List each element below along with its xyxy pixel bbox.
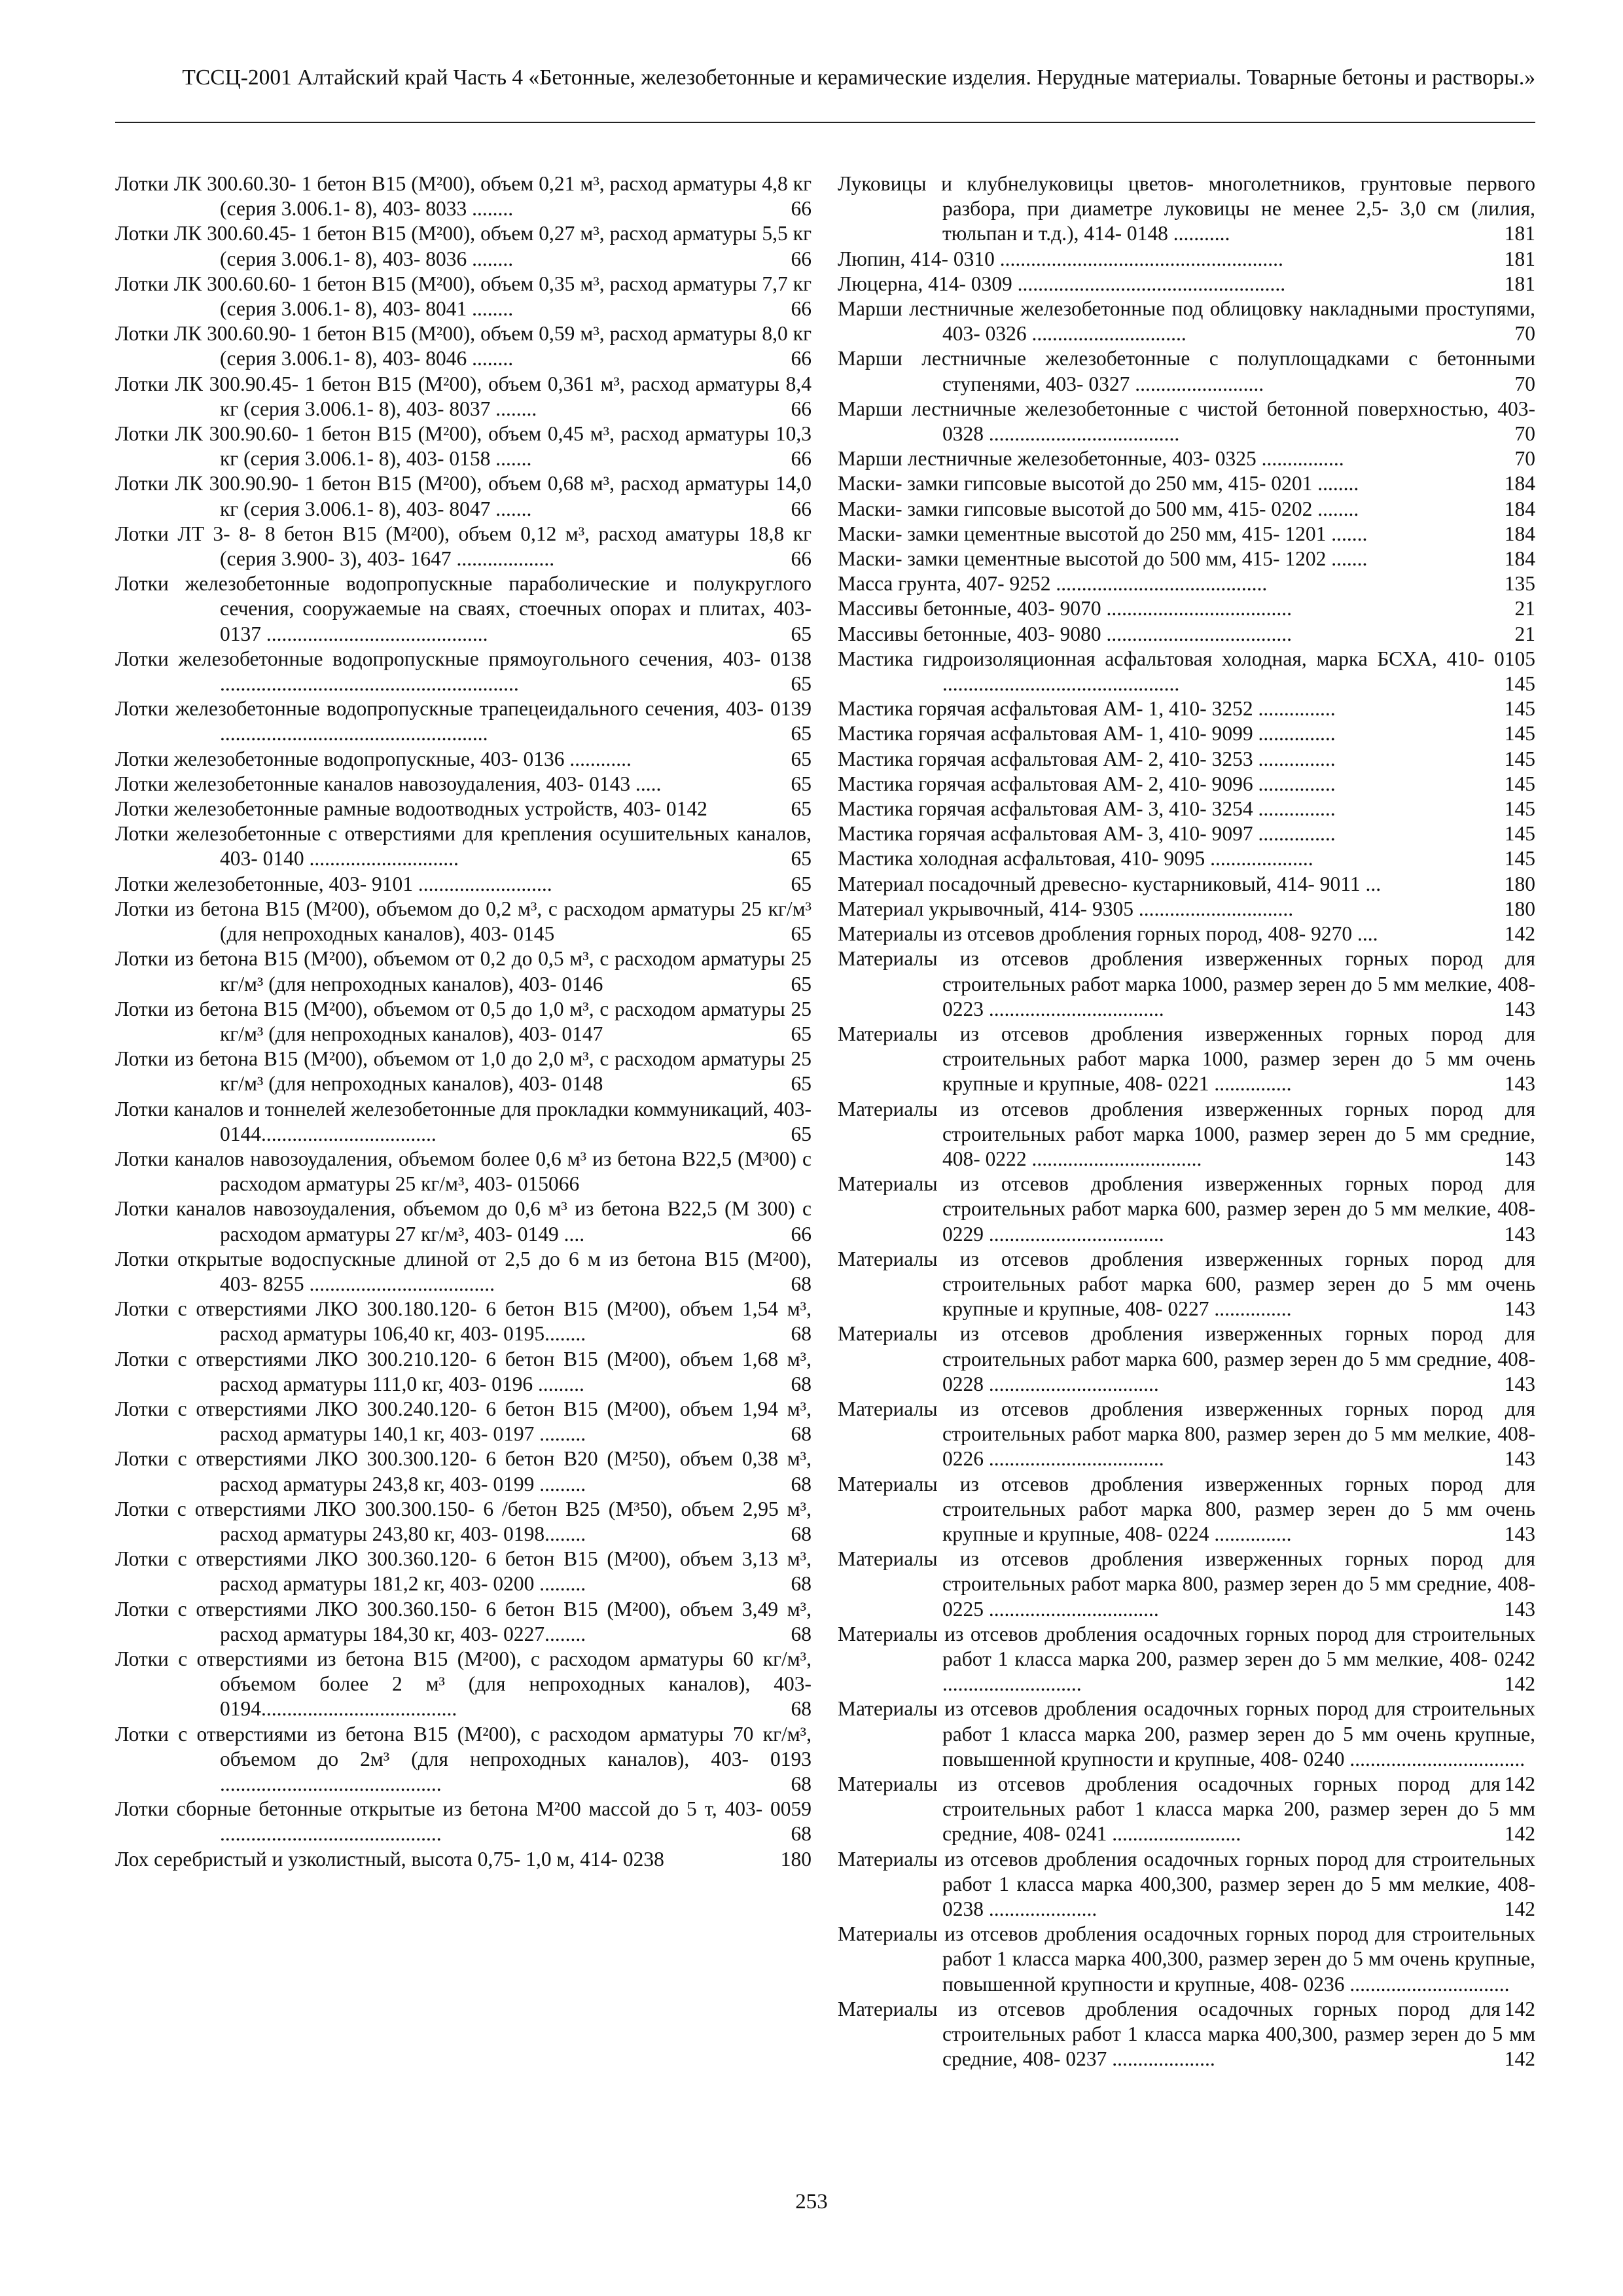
index-entry-text: Массивы бетонные, 403- 9070 .................................... [838,597,1293,620]
index-entry-text: Маски- замки цементные высотой до 250 мм, 415- 1201 ....... [838,522,1368,545]
index-entry [115,221,812,271]
index-entry [115,1097,812,1147]
index-entry [115,647,812,696]
index-entry [838,747,1535,772]
index-entry [838,797,1535,821]
index-entry-page: 21 [1511,596,1536,621]
index-entry-page: 65 [787,772,812,797]
index-entry-page: 70 [1511,372,1536,397]
index-entry [838,1397,1535,1472]
index-entry [838,647,1535,696]
index-entry-page: 65 [787,622,812,647]
index-entry-text: Лотки железобетонные каналов навозоудаления, 403- 0143 ..... [115,772,662,795]
index-entry-text: Лотки железобетонные водопропускные параболические и полукруглого сечения, сооружаемые на сваях, стоечных опорах и плитах, 403- 0137 ........................................... [115,572,812,645]
index-entry-page: 66 [787,497,812,522]
index-entry [115,372,812,422]
index-entry-text: Люцерна, 414- 0309 .................................................... [838,272,1286,295]
index-entry-page: 65 [787,721,812,746]
index-entry-page: 66 [787,397,812,422]
index-entry-text: Материалы из отсевов дробления горных пород, 408- 9270 .... [838,922,1378,946]
index-entry-page: 66 [787,247,812,272]
index-entry-text: Лотки железобетонные с отверстиями для крепления осушительных каналов, 403- 0140 ............................. [115,822,812,870]
index-entry-text: Материалы из отсевов дробления осадочных горных пород для строительных работ 1 класса марка 200, размер зерен до 5 мм мелкие, 408- 0242 ........................... [838,1622,1535,1696]
index-entry-page: 65 [787,846,812,871]
index-entry-page: 145 [1501,821,1535,846]
index-entry-page: 143 [1501,997,1535,1022]
index-entry-page: 184 [1501,547,1535,571]
index-entry-text: Материалы из отсевов дробления изверженных горных пород для строительных работ марка 600, размер зерен до 5 мм средние, 408- 0228 ................................. [838,1322,1535,1395]
index-entry-page: 68 [787,1522,812,1547]
index-entry [838,547,1535,571]
index-entry [115,1247,812,1297]
index-entry [838,897,1535,922]
index-entry-text: Лотки с отверстиями ЛКО 300.360.120- 6 бетон В15 (М²00), объем 3,13 м³, расход арматуры 181,2 кг, 403- 0200 ......... [115,1547,812,1596]
index-entry-text: Маски- замки гипсовые высотой до 250 мм, 415- 0201 ........ [838,472,1359,495]
index-entry-page: 142 [1501,1821,1535,1846]
index-entry [838,497,1535,522]
index-entry-page: 184 [1501,471,1535,496]
index-entry-page: 184 [1501,497,1535,522]
index-entry-page: 65 [787,1022,812,1047]
index-entry-text: Масса грунта, 407- 9252 ......................................... [838,572,1268,596]
index-entry-page: 181 [1501,272,1535,296]
index-entry-text: Лотки ЛК 300.60.90- 1 бетон В15 (М²00), объем 0,59 м³, расход арматуры 8,0 кг (серия 3.006.1- 8), 403- 8046 ........ [115,322,812,370]
index-entry [838,1022,1535,1097]
index-entry [838,1922,1535,2020]
index-entry-page: 142 [1501,1897,1535,1922]
index-entry [115,1847,812,1872]
index-entry [115,1196,812,1246]
index-entry [115,1397,812,1446]
header-divider [115,122,1535,123]
index-entry-page: 68 [787,1422,812,1446]
index-entry-page: 65 [787,972,812,997]
index-entry-text: Мастика горячая асфальтовая АМ- 1, 410- 9099 ............... [838,722,1336,745]
index-entry-text: Материалы из отсевов дробления изверженных горных пород для строительных работ марка 800, размер зерен до 5 мм средние, 408- 0225 ................................. [838,1547,1535,1621]
index-entry-text: Лотки каналов навозоудаления, объемом более 0,6 м³ из бетона В22,5 (М³00) с расходом арматуры 25 кг/м³, 403- 015066 [115,1147,812,1196]
index-entry [838,1547,1535,1622]
index-entry [115,1297,812,1346]
index-entry-text: Материалы из отсевов дробления осадочных горных пород для строительных работ 1 класса марка 400,300, размер зерен до 5 мм мелкие, 408- 0238 ..................... [838,1847,1535,1921]
index-entry-page: 142 [1501,1997,1535,2022]
index-entry-text: Луковицы и клубнелуковицы цветов- многолетников, грунтовые первого разбора, при диаметре луковицы не менее 2,5- 3,0 см (лилия, тюльпан и т.д.), 414- 0148 ........... [838,172,1535,245]
index-entry-page: 145 [1501,672,1535,696]
index-entry-page: 135 [1501,571,1535,596]
index-entry-text: Марши лестничные железобетонные под облицовку накладными проступями, 403- 0326 .............................. [838,297,1535,346]
index-entry-text: Мастика горячая асфальтовая АМ- 1, 410- 3252 ............... [838,697,1336,721]
index-entry [838,1472,1535,1547]
index-entry-text: Мастика горячая асфальтовая АМ- 2, 410- 3253 ............... [838,747,1336,770]
index-entry [115,1147,812,1196]
index-entry [838,1696,1535,1795]
index-entry-page: 143 [1501,1372,1535,1397]
index-entry-page: 68 [787,1321,812,1346]
index-entry [838,622,1535,647]
index-entry [838,946,1535,1022]
index-entry-page: 145 [1501,846,1535,871]
index-entry [838,522,1535,547]
index-entry [838,571,1535,596]
index-entry [115,422,812,471]
index-entry-page: 68 [787,1272,812,1297]
index-entry-text: Лотки открытые водоспускные длиной от 2,5 до 6 м из бетона В15 (М²00), 403- 8255 .................................... [115,1247,812,1295]
index-entry [115,1597,812,1647]
index-entry [115,1797,812,1846]
index-entry-page: 65 [787,922,812,946]
index-entry [115,522,812,571]
index-entry-text: Материалы из отсевов дробления изверженных горных пород для строительных работ марка 600, размер зерен до 5 мм мелкие, 408- 0229 .................................. [838,1172,1535,1246]
index-entry-text: Материалы из отсевов дробления осадочных горных пород для строительных работ 1 класса марка 400,300, размер зерен до 5 мм средние, 408- 0237 .................... [838,1997,1535,2071]
index-entry-page: 68 [787,1696,812,1721]
index-entry-text: Марши лестничные железобетонные, 403- 0325 ................ [838,447,1344,471]
index-entry-page: 65 [787,797,812,821]
index-entry [115,1446,812,1496]
index-entry [838,1172,1535,1247]
index-entry-text: Лотки с отверстиями ЛКО 300.210.120- 6 бетон В15 (М²00), объем 1,68 м³, расход арматуры 111,0 кг, 403- 0196 ......... [115,1347,812,1395]
index-entry-text: Массивы бетонные, 403- 9080 .................................... [838,622,1293,645]
index-entry [115,171,812,221]
index-entry [838,772,1535,797]
index-entry-text: Лотки с отверстиями ЛКО 300.300.150- 6 /бетон В25 (М³50), объем 2,95 м³, расход арматуры 243,80 кг, 403- 0198........ [115,1497,812,1545]
index-entry [115,571,812,647]
index-entry [838,922,1535,946]
index-entry-text: Материал укрывочный, 414- 9305 .............................. [838,897,1294,920]
index-entry [838,821,1535,846]
index-entry-text: Материалы из отсевов дробления изверженных горных пород для строительных работ марка 1000, размер зерен до 5 мм мелкие, 408- 0223 .................................. [838,947,1535,1020]
index-entry-text: Лотки с отверстиями из бетона В15 (М²00), с расходом арматуры 70 кг/м³, объемом до 2м³ (для непроходных каналов), 403- 0193 ........................................... [115,1722,812,1795]
index-entry-text: Материалы из отсевов дробления изверженных горных пород для строительных работ марка 1000, размер зерен до 5 мм очень крупные и крупные, 408- 0221 ............... [838,1022,1535,1096]
index-entry-text: Материалы из отсевов дробления осадочных горных пород для строительных работ 1 класса марка 200, размер зерен до 5 мм очень крупные, повышенной крупности и крупные, 408- 0240 .................................. [838,1697,1535,1770]
index-entry [115,772,812,797]
index-entry-text: Материал посадочный древесно- кустарниковый, 414- 9011 ... [838,872,1382,895]
index-entry-text: Лотки ЛК 300.60.60- 1 бетон В15 (М²00), объем 0,35 м³, расход арматуры 7,7 кг (серия 3.006.1- 8), 403- 8041 ........ [115,272,812,321]
index-entry-text: Лотки ЛК 300.90.45- 1 бетон В15 (М²00), объем 0,361 м³, расход арматуры 8,4 кг (серия 3.006.1- 8), 403- 8037 ........ [115,372,812,420]
index-entry-text: Лотки железобетонные водопропускные трапецеидального сечения, 403- 0139 .................................................... [115,697,812,745]
index-entry [838,1247,1535,1322]
index-entry-page: 143 [1501,1297,1535,1321]
index-entry-text: Материалы из отсевов дробления осадочных горных пород для строительных работ 1 класса марка 400,300, размер зерен до 5 мм очень крупные, повышенной крупности и крупные, 408- 0236 ............................... [838,1922,1535,1996]
index-entry-page: 68 [787,1372,812,1397]
index-entry-page: 65 [787,872,812,897]
index-entry-page: 66 [787,1222,812,1247]
index-entry-text: Лотки железобетонные, 403- 9101 .......................... [115,872,552,895]
index-entry [838,171,1535,247]
index-entry-text: Лотки сборные бетонные открытые из бетона М²00 массой до 5 т, 403- 0059 ........................................... [115,1797,812,1846]
index-entry [115,997,812,1047]
index-entry-page: 21 [1511,622,1536,647]
index-entry-text: Лотки из бетона В15 (М²00), объемом от 1,0 до 2,0 м³, с расходом арматуры 25 кг/м³ (для непроходных каналов), 403- 0148 [115,1047,812,1096]
index-entry-text: Материалы из отсевов дробления изверженных горных пород для строительных работ марка 600, размер зерен до 5 мм очень крупные и крупные, 408- 0227 ............... [838,1247,1535,1321]
index-column-right [838,171,1535,2072]
index-entry-text: Лотки каналов и тоннелей железобетонные для прокладки коммуникаций, 403- 0144.................................. [115,1097,812,1145]
index-entry-page: 65 [787,1122,812,1147]
index-entry-text: Мастика холодная асфальтовая, 410- 9095 .................... [838,847,1313,870]
index-entry-page: 70 [1511,422,1536,446]
index-entry-page: 66 [787,547,812,571]
index-entry [115,272,812,321]
index-entry-page: 145 [1501,721,1535,746]
index-entry-text: Лотки каналов навозоудаления, объемом до 0,6 м³ из бетона В22,5 (М 300) с расходом арматуры 27 кг/м³, 403- 0149 .... [115,1197,812,1246]
index-entry-page: 70 [1511,321,1536,346]
index-entry [115,1722,812,1797]
index-entry-text: Мастика горячая асфальтовая АМ- 2, 410- 9096 ............... [838,772,1336,795]
index-entry-text: Лотки ЛК 300.60.30- 1 бетон В15 (М²00), объем 0,21 м³, расход арматуры 4,8 кг (серия 3.006.1- 8), 403- 8033 ........ [115,172,812,221]
index-entry [838,596,1535,621]
index-entry-page: 66 [787,296,812,321]
index-entry [838,872,1535,897]
index-entry [115,821,812,871]
index-entry-page: 143 [1501,1071,1535,1096]
index-entry-text: Лотки с отверстиями из бетона В15 (М²00), с расходом арматуры 60 кг/м³, объемом более 2 м³ (для непроходных каналов), 403- 0194...................................... [115,1647,812,1721]
index-entry-text: Лотки ЛТ 3- 8- 8 бетон В15 (М²00), объем 0,12 м³, расход аматуры 18,8 кг (серия 3.900- 3), 403- 1647 ................... [115,522,812,571]
index-entry-page: 143 [1501,1446,1535,1471]
index-entry-page: 181 [1501,221,1535,246]
index-entry [115,897,812,946]
index-entry-text: Материалы из отсевов дробления изверженных горных пород для строительных работ марка 800, размер зерен до 5 мм очень крупные и крупные, 408- 0224 ............... [838,1472,1535,1545]
index-entry-page: 65 [787,747,812,772]
index-entry-page: 143 [1501,1597,1535,1622]
index-entry-text: Маски- замки цементные высотой до 500 мм, 415- 1202 ....... [838,547,1368,571]
index-entry-page: 142 [1501,1672,1535,1696]
index-entry-text: Лотки с отверстиями ЛКО 300.300.120- 6 бетон В20 (М²50), объем 0,38 м³, расход арматуры 243,8 кг, 403- 0199 ......... [115,1447,812,1496]
index-entry-page: 66 [787,346,812,371]
index-entry-text: Лотки из бетона В15 (М²00), объемом от 0,5 до 1,0 м³, с расходом арматуры 25 кг/м³ (для непроходных каналов), 403- 0147 [115,997,812,1045]
page-header: ТССЦ-2001 Алтайский край Часть 4 «Бетонные, железобетонные и керамические изделия. Нерудные материалы. Товарные бетоны и растворы.» [182,65,1535,90]
index-entry-page: 65 [787,1071,812,1096]
index-entry-page: 184 [1501,522,1535,547]
index-entry-page: 142 [1501,2047,1535,2072]
index-entry-text: Лотки железобетонные водопропускные прямоугольного сечения, 403- 0138 .......................................................... [115,647,812,696]
index-entry [838,1321,1535,1397]
index-entry [115,1547,812,1596]
index-entry [838,1622,1535,1697]
index-entry-page: 145 [1501,696,1535,721]
index-entry-text: Лотки ЛК 300.60.45- 1 бетон В15 (М²00), объем 0,27 м³, расход арматуры 5,5 кг (серия 3.006.1- 8), 403- 8036 ........ [115,222,812,270]
index-entry [115,1497,812,1547]
index-entry-page: 181 [1501,247,1535,272]
index-entry-text: Маски- замки гипсовые высотой до 500 мм, 415- 0202 ........ [838,497,1359,520]
index-entry-page: 68 [787,1772,812,1797]
page-number: 253 [795,2190,828,2214]
index-entry-page: 68 [787,1622,812,1647]
index-entry [115,747,812,772]
index-entry [838,471,1535,496]
index-entry [838,247,1535,272]
index-entry-text: Лотки железобетонные водопропускные, 403- 0136 ............ [115,747,632,770]
index-entry [115,1347,812,1397]
index-entry-text: Марши лестничные железобетонные с чистой бетонной поверхностью, 403- 0328 ..................................... [838,397,1535,446]
index-entry-text: Марши лестничные железобетонные с полуплощадками с бетонными ступенями, 403- 0327 ......................... [838,347,1535,395]
index-entry-page: 180 [1501,872,1535,897]
index-entry-page: 145 [1501,747,1535,772]
index-entry-page: 65 [787,672,812,696]
index-entry-page: 145 [1501,797,1535,821]
index-entry-text: Лотки ЛК 300.90.60- 1 бетон В15 (М²00), объем 0,45 м³, расход арматуры 10,3 кг (серия 3.006.1- 8), 403- 0158 ....... [115,422,812,471]
index-entry-text: Лотки железобетонные рамные водоотводных устройств, 403- 0142 [115,797,707,821]
index-entry [838,1997,1535,2072]
index-entry-text: Мастика горячая асфальтовая АМ- 3, 410- 3254 ............... [838,797,1336,821]
index-entry [838,296,1535,346]
index-entry [115,1047,812,1096]
index-entry [838,721,1535,746]
index-entry-page: 145 [1501,772,1535,797]
index-entry-page: 143 [1501,1147,1535,1172]
index-entry-text: Лотки с отверстиями ЛКО 300.360.150- 6 бетон В15 (М²00), объем 3,49 м³, расход арматуры 184,30 кг, 403- 0227........ [115,1597,812,1645]
index-entry [115,471,812,521]
index-entry [838,1097,1535,1172]
index-entry [838,346,1535,396]
index-entry-text: Лотки с отверстиями ЛКО 300.180.120- 6 бетон В15 (М²00), объем 1,54 м³, расход арматуры 106,40 кг, 403- 0195........ [115,1297,812,1346]
index-entry [838,696,1535,721]
index-entry-text: Материалы из отсевов дробления изверженных горных пород для строительных работ марка 800, размер зерен до 5 мм мелкие, 408- 0226 .................................. [838,1397,1535,1471]
index-entry [115,321,812,371]
index-entry [115,797,812,821]
index-entry-text: Лотки с отверстиями ЛКО 300.240.120- 6 бетон В15 (М²00), объем 1,94 м³, расход арматуры 140,1 кг, 403- 0197 ......... [115,1397,812,1446]
index-entry [838,846,1535,871]
index-entry-page: 142 [1501,1772,1535,1797]
index-entry-page: 68 [787,1571,812,1596]
index-entry [115,696,812,746]
index-entry [115,872,812,897]
index-entry-text: Лотки из бетона В15 (М²00), объемом до 0,2 м³, с расходом арматуры 25 кг/м³ (для непроходных каналов), 403- 0145 [115,897,812,946]
index-entry-page: 68 [787,1821,812,1846]
index-entry [115,946,812,996]
index-entry-page: 143 [1501,1522,1535,1547]
index-column-left [115,171,812,1872]
index-entry-text: Мастика горячая асфальтовая АМ- 3, 410- 9097 ............... [838,822,1336,846]
index-entry-text: Люпин, 414- 0310 ....................................................... [838,247,1283,270]
index-entry-text: Материалы из отсевов дробления изверженных горных пород для строительных работ марка 1000, размер зерен до 5 мм средние, 408- 0222 ................................. [838,1097,1535,1170]
index-entry-page: 66 [787,446,812,471]
index-entry-page: 180 [1501,897,1535,922]
index-entry-page: 143 [1501,1222,1535,1247]
index-entry [838,1772,1535,1847]
index-entry-text: Лотки ЛК 300.90.90- 1 бетон В15 (М²00), объем 0,68 м³, расход арматуры 14,0 кг (серия 3.006.1- 8), 403- 8047 ....... [115,472,812,520]
index-entry [838,446,1535,471]
index-entry-page: 142 [1501,922,1535,946]
index-entry [115,1647,812,1722]
index-entry-text: Мастика гидроизоляционная асфальтовая холодная, марка БСХА, 410- 0105 .............................................. [838,647,1535,696]
index-entry [838,397,1535,446]
index-entry [838,272,1535,296]
index-entry [838,1847,1535,1922]
index-entry-page: 68 [787,1472,812,1497]
index-entry-text: Лотки из бетона В15 (М²00), объемом от 0,2 до 0,5 м³, с расходом арматуры 25 кг/м³ (для непроходных каналов), 403- 0146 [115,947,812,996]
index-entry-text: Материалы из отсевов дробления осадочных горных пород для строительных работ 1 класса марка 200, размер зерен до 5 мм средние, 408- 0241 ......................... [838,1772,1535,1846]
index-entry-page: 180 [777,1847,812,1872]
index-entry-page: 66 [787,196,812,221]
index-entry-text: Лох серебристый и узколистный, высота 0,75- 1,0 м, 414- 0238 [115,1847,664,1871]
index-entry-page: 70 [1511,446,1536,471]
